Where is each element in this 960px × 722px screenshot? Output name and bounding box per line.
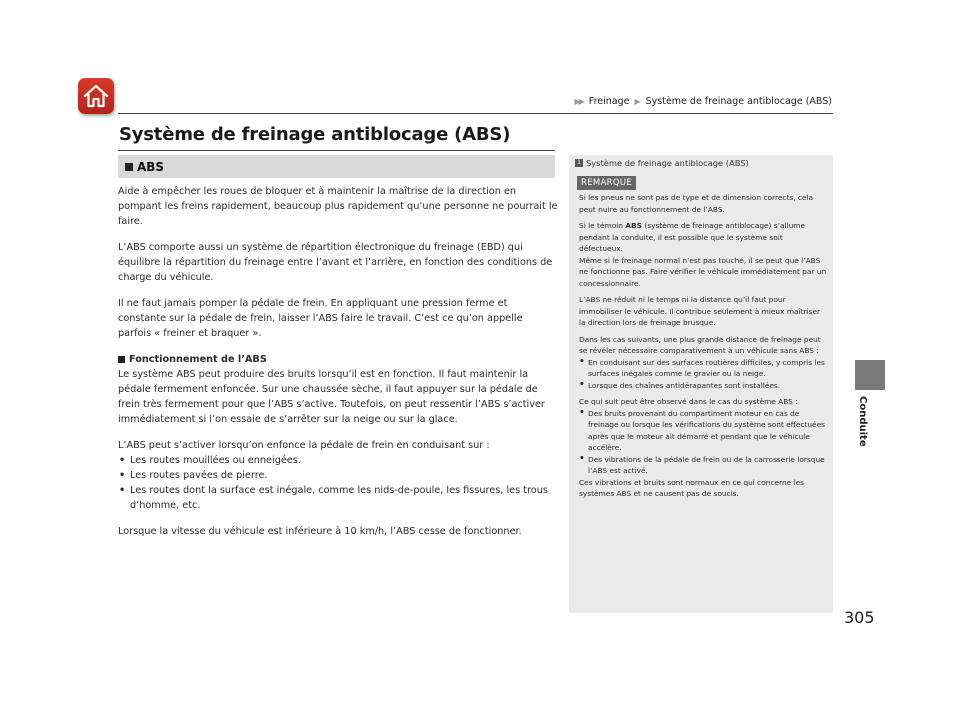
breadcrumb-item-freinage[interactable]: Freinage [588,96,630,107]
paragraph-operation: Le système ABS peut produire des bruits lorsqu’il est en fonction. Il faut maintenir la pédale fermement enfoncée. Sur une chaussée sèche, il faut appuyer sur la pédale de frein très fermement pour que l’ABS s’active. Toutefois, on peut ressentir l’ABS s’activer immédiatement si l’on essaie de s’arrêter sur la neige ou sur la glace. [118,369,545,425]
title-rule [118,150,555,151]
abs-indicator-label: ABS [625,221,642,230]
note-normal-braking: Même si le freinage normal n’est pas touché, il se peut que l’ABS ne fonctionne pas. Faire vérifier le véhicule immédiatement par un concessionnaire. [579,255,827,288]
cases-list [579,357,827,392]
side-notes-heading-text: Système de freinage antiblocage (ABS) [586,158,749,168]
list-item: • Lorsque des chaînes antidérapantes sont installées. [579,380,827,392]
subheading-square-icon [118,356,125,363]
header-rule [118,113,833,114]
page-number: 305 [844,608,875,627]
list-item: • Des vibrations de la pédale de frein ou de la carrosserie lorsque l’ABS est activé. [579,454,827,477]
section-header [118,155,555,178]
home-icon [83,84,109,108]
home-button[interactable] [78,78,114,114]
subheading [118,352,558,367]
observed-list [579,408,827,477]
note-cases: Dans les cas suivants, une plus grande distance de freinage peut se révéler nécessaire comparativement à un véhicule sans ABS : [579,334,821,355]
list-item: • Les routes pavées de pierre. [118,468,558,483]
reference-marker-icon: 1 [575,159,583,167]
list-item: • En conduisant sur des surfaces routières difficiles, y compris les surfaces inégales comme le gravier ou la neige. [579,357,827,380]
side-notes-panel [569,155,833,613]
section-label: ABS [137,159,165,174]
note-distance: L’ABS ne réduit ni le temps ni la distance qu’il faut pour immobiliser le véhicule. Il contribue seulement à mieux maîtriser la direction lors de freinage brusque. [579,295,821,327]
list-item: • Des bruits provenant du compartiment moteur en cas de freinage ou lorsque les vérifications du système sont effectuées après que le moteur ait démarré et pendant que le véhicule accélère. [579,408,827,454]
main-content [118,184,558,550]
note-indicator [579,220,827,255]
paragraph-speed: Lorsque la vitesse du véhicule est inférieure à 10 km/h, l’ABS cesse de fonctionner. [118,526,522,537]
chapter-tab[interactable] [855,360,885,390]
paragraph-intro: Aide à empêcher les roues de bloquer et à maintenir la maîtrise de la direction en pompant les freins rapidement, beaucoup plus rapidement qu’une personne ne pourrait le faire. [118,186,558,227]
note-badge: REMARQUE [577,176,636,190]
section-square-icon [125,163,133,171]
side-notes-body [579,192,827,505]
list-item: • Les routes dont la surface est inégale, comme les nids-de-poule, les fissures, les trous d’homme, etc. [118,483,558,513]
chapter-label: Conduite [857,396,868,447]
note-normal-vibrations: Ces vibrations et bruits sont normaux en ce qui concerne les systèmes ABS et ne causent pas de soucis. [579,477,804,498]
note-observed: Ce qui suit peut être observé dans le cas du système ABS : [579,397,798,406]
note-indicator-pre: Si le témoin [579,221,626,230]
breadcrumb [574,96,832,107]
paragraph-activation: L’ABS peut s’activer lorsqu’on enfonce la pédale de frein en conduisant sur : [118,440,490,451]
breadcrumb-separator-icon: ▶ [634,97,641,106]
road-conditions-list [118,453,558,513]
breadcrumb-arrows: ▶▶ [574,97,583,106]
side-notes-heading [575,158,749,168]
note-tires: Si les pneus ne sont pas de type et de dimension corrects, cela peut nuire au fonctionnement de l’ABS. [579,193,814,214]
paragraph-pedal: Il ne faut jamais pomper la pédale de frein. En appliquant une pression ferme et constante sur la pédale de frein, laisser l’ABS faire le travail. C’est ce qu’on appelle parfois « freiner et braquer ». [118,298,523,339]
note-indicator-post: (système de freinage antiblocage) s’allume pendant la conduite, il est possible que le système soit défectueux. [579,221,806,253]
breadcrumb-item-abs[interactable]: Système de freinage antiblocage (ABS) [645,96,832,107]
subheading-text: Fonctionnement de l’ABS [129,354,267,365]
list-item: • Les routes mouillées ou enneigées. [118,453,558,468]
paragraph-ebd: L’ABS comporte aussi un système de répartition électronique du freinage (EBD) qui équilibre la répartition du freinage entre l’avant et l’arrière, en fonction des conditions de charge du véhicule. [118,242,553,283]
page-title: Système de freinage antiblocage (ABS) [119,124,511,145]
